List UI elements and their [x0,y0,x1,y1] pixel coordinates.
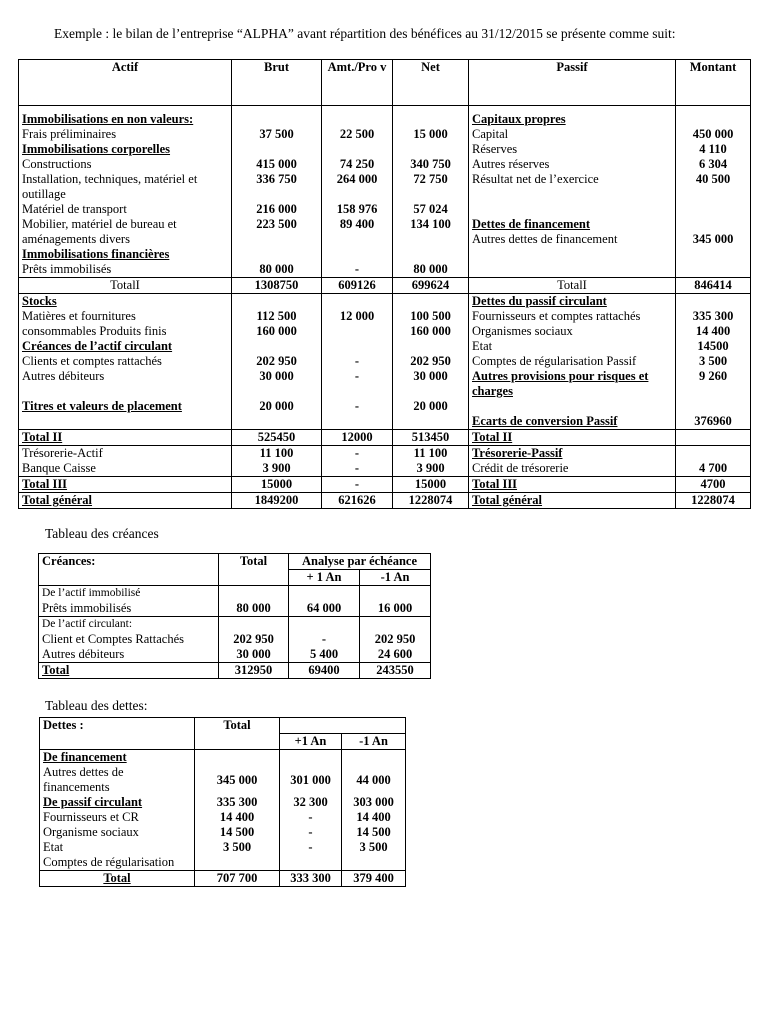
creances-header-analyse: Analyse par échéance [289,554,431,570]
actif-label: Stocks [19,294,232,310]
passif-item: Comptes de régularisation Passif [472,354,637,368]
table-row [19,339,751,354]
cell-plus: - [308,840,313,854]
cell-plus: - [321,632,327,646]
cell-brut: 525450 [232,430,322,446]
table-row [19,217,751,247]
cell-montant [676,369,751,399]
dettes-total-label: Total [40,871,195,887]
cell-net: 160 000 [393,324,469,339]
passif-item: Autres réserves [472,157,550,171]
montant-value: 4 700 [698,461,728,475]
dettes-row-label: Organisme sociaux [43,825,139,839]
passif-item: Réserves [472,142,518,156]
table-row [19,309,751,324]
cell-net: 20 000 [393,399,469,414]
cell-montant [676,112,751,127]
cell-amt: - [322,446,393,462]
table-row [19,446,751,462]
table-row [19,461,751,477]
cell-montant [676,262,751,278]
cell-brut [232,339,322,354]
montant-value: 6 304 [698,157,728,171]
cell-montant [676,127,751,142]
cell-net: 80 000 [393,262,469,278]
intro-text: Exemple : le bilan de l’entreprise “ALPHA” avant répartition des bénéfices au 31/12/2015 se présente comme suit: [54,26,676,41]
creances-row-label: Autres débiteurs [42,647,125,661]
montant-value: 14 400 [695,324,731,338]
cell-montant: 846414 [676,278,751,294]
cell-brut: 15000 [232,477,322,493]
passif-label [469,294,676,310]
passif-label [469,172,676,202]
cell-brut [232,247,322,262]
cell-brut: 160 000 [232,324,322,339]
cell-plus: - [308,825,313,839]
cell-moins: 243550 [360,663,431,679]
cell-brut: 20 000 [232,399,322,414]
passif-label [469,324,676,339]
dettes-row-label: Autres dettes de financements [43,765,124,794]
actif-label: Immobilisations financières [19,247,232,262]
passif-item: Ecarts de conversion Passif [472,414,618,428]
actif-label: Frais préliminaires [19,127,232,142]
table-row [39,586,431,617]
cell-total: 335 300 [216,795,258,809]
cell-moins: 14 400 [356,810,391,824]
actif-label: Immobilisations corporelles [19,142,232,157]
total-row [19,430,751,446]
cell-brut: 202 950 [232,354,322,369]
cell-montant [676,430,751,446]
cell-moins: 14 500 [356,825,391,839]
cell-brut: 336 750 [232,172,322,202]
cell-plus: 64 000 [289,586,360,617]
table-row [19,324,751,339]
dettes-row-label: Etat [43,840,64,854]
passif-item: Dettes de financement [472,217,591,231]
cell-plus: 5 400 [309,647,339,661]
cell-plus: 301 000 [290,773,331,787]
cell-brut: 11 100 [232,446,322,462]
cell-brut: 1308750 [232,278,322,294]
passif-item: Autres provisions pour risques et charges [472,369,649,398]
cell-brut: 30 000 [232,369,322,399]
table-row [19,369,751,399]
creances-header-moins: -1 An [360,570,431,586]
passif-label [469,309,676,324]
cell-brut: 80 000 [232,262,322,278]
total-label: Total II [19,430,232,446]
passif-label [469,112,676,127]
cell-total: 345 000 [216,773,258,787]
dettes-caption: Tableau des dettes: [45,698,148,713]
dettes-row-label: Comptes de régularisation [43,855,175,869]
cell-brut: 1849200 [232,493,322,509]
total-row [19,278,751,294]
cell-total: 14 400 [219,810,255,824]
passif-label [469,262,676,278]
passif-label [469,399,676,414]
montant-value: 9 260 [698,369,728,383]
cell-montant [676,446,751,462]
cell-net [393,414,469,430]
dettes-header-plus: +1 An [280,734,342,750]
actif-label: Trésorerie-Actif [19,446,232,462]
cell-brut: 37 500 [232,127,322,142]
montant-value: 345 000 [692,232,734,246]
passif-item: Etat [472,339,493,353]
montant-value: 4 110 [699,142,727,156]
passif-label [469,414,676,430]
table-row [19,399,751,414]
cell-net [393,142,469,157]
actif-label: consommables Produits finis [19,324,232,339]
passif-label [469,247,676,262]
total-row [19,493,751,509]
cell-amt [322,294,393,310]
actif-label: Matériel de transport [19,202,232,217]
header-net: Net [393,60,469,106]
header-amt: Amt./Pro v [322,60,393,106]
actif-label: Autres débiteurs [19,369,232,399]
montant-value: 14500 [697,339,729,353]
cell-net: 11 100 [393,446,469,462]
actif-label: Immobilisations en non valeurs: [19,112,232,127]
cell-amt: - [322,354,393,369]
total-label: Total III [469,477,676,493]
table-row [19,127,751,142]
cell-total: 3 500 [222,840,252,854]
cell-total: 30 000 [236,647,271,661]
cell-montant [676,294,751,310]
cell-montant [676,202,751,217]
cell-brut: 415 000 [232,157,322,172]
cell-montant: 4700 [676,477,751,493]
passif-item: Fournisseurs et comptes rattachés [472,309,641,323]
cell-brut: 112 500 [232,309,322,324]
cell-amt [322,142,393,157]
cell-moins: 24 600 [377,647,413,661]
cell-amt [322,112,393,127]
montant-value: 450 000 [692,127,734,141]
cell-amt: - [322,399,393,414]
table-row [39,617,431,663]
actif-label: Banque Caisse [19,461,232,477]
creances-header-label: Créances: [39,554,219,586]
passif-item: Dettes du passif circulant [472,294,607,308]
header-passif: Passif [469,60,676,106]
cell-brut: 3 900 [232,461,322,477]
passif-item: Résultat net de l’exercice [472,172,599,186]
cell-brut [232,414,322,430]
total-row [19,477,751,493]
cell-net [393,112,469,127]
total-label: TotalI [469,278,676,294]
creances-caption: Tableau des créances [45,526,159,541]
cell-net: 340 750 [393,157,469,172]
cell-amt: - [322,477,393,493]
passif-label [469,127,676,142]
actif-label: Prêts immobilisés [19,262,232,278]
cell-brut: 216 000 [232,202,322,217]
cell-net: 513450 [393,430,469,446]
cell-montant [676,414,751,430]
cell-total: 202 950 [233,632,274,646]
dettes-table [39,717,406,887]
creances-group-label: De l’actif immobilisé [42,587,141,599]
table-row [19,354,751,369]
cell-montant [676,217,751,247]
cell-montant [676,399,751,414]
creances-total-label: Total [39,663,219,679]
actif-label: Titres et valeurs de placement [19,399,232,414]
cell-amt: 22 500 [322,127,393,142]
cell-amt: 158 976 [322,202,393,217]
actif-label: Installation, techniques, matériel et outillage [19,172,232,202]
cell-moins: 3 500 [359,840,388,854]
cell-total: 312950 [219,663,289,679]
passif-label [469,217,676,247]
cell-net: 57 024 [393,202,469,217]
cell-montant [676,324,751,339]
total-label: Total III [19,477,232,493]
cell-brut [232,142,322,157]
cell-montant [676,309,751,324]
header-brut: Brut [232,60,322,106]
cell-net [393,247,469,262]
cell-moins: 379 400 [342,871,406,887]
passif-label [469,202,676,217]
cell-amt: 12000 [322,430,393,446]
cell-net: 72 750 [393,172,469,202]
montant-value: 40 500 [695,172,731,186]
passif-item: Capitaux propres [472,112,566,126]
creances-group-label: De l’actif circulant: [42,618,133,630]
table-row [40,871,406,887]
cell-amt [322,247,393,262]
cell-net: 699624 [393,278,469,294]
header-montant: Montant [676,60,751,106]
cell-amt: 89 400 [322,217,393,247]
dettes-group-label: De passif circulant [43,795,143,809]
total-label: Total général [469,493,676,509]
passif-label [469,446,676,462]
passif-label [469,157,676,172]
creances-header-plus: + 1 An [289,570,360,586]
passif-item: Organismes sociaux [472,324,573,338]
cell-montant [676,247,751,262]
cell-moins: 303 000 [353,795,394,809]
cell-net: 30 000 [393,369,469,399]
passif-label [469,142,676,157]
montant-value: 376960 [694,414,732,428]
table-row [19,157,751,172]
cell-amt [322,414,393,430]
cell-amt: 74 250 [322,157,393,172]
montant-value: 3 500 [698,354,728,368]
table-row [19,172,751,202]
dettes-header-moins: -1 An [342,734,406,750]
bilan-table [18,59,751,509]
cell-montant [676,354,751,369]
table-row [19,294,751,310]
cell-brut [232,294,322,310]
cell-moins: 44 000 [356,773,391,787]
table-row [19,247,751,262]
dettes-group-label: De financement [43,750,127,764]
creances-row-label: Prêts immobilisés [42,601,132,615]
passif-item: Crédit de trésorerie [472,461,569,475]
table-row [40,750,406,871]
actif-label: Créances de l’actif circulant [19,339,232,354]
cell-brut: 223 500 [232,217,322,247]
creances-row-label: Client et Comptes Rattachés [42,632,184,646]
cell-plus: 333 300 [280,871,342,887]
cell-amt: 12 000 [322,309,393,324]
cell-montant [676,461,751,477]
cell-net: 15000 [393,477,469,493]
passif-item: Trésorerie-Passif [472,446,563,460]
passif-label [469,339,676,354]
total-label: Total II [469,430,676,446]
total-label: Total général [19,493,232,509]
table-row [39,663,431,679]
cell-total: 707 700 [195,871,280,887]
cell-net: 134 100 [393,217,469,247]
cell-total: 14 500 [219,825,255,839]
total-label: TotalI [19,278,232,294]
dettes-row-label: Fournisseurs et CR [43,810,139,824]
passif-label [469,461,676,477]
cell-total: 80 000 [219,586,289,617]
cell-moins: 16 000 [360,586,431,617]
table-row [19,414,751,430]
cell-net [393,339,469,354]
creances-header-total: Total [219,554,289,586]
creances-table [38,553,431,679]
cell-moins: 202 950 [374,632,416,646]
cell-amt [322,324,393,339]
actif-label: Mobilier, matériel de bureau et aménagements divers [19,217,232,247]
cell-amt: 264 000 [322,172,393,202]
cell-brut [232,112,322,127]
table-row [19,202,751,217]
dettes-header-blank [280,718,406,734]
passif-label [469,369,676,399]
table-row [19,142,751,157]
cell-montant [676,142,751,157]
actif-label [19,414,232,430]
cell-net: 202 950 [393,354,469,369]
passif-item: Capital [472,127,509,141]
cell-net: 15 000 [393,127,469,142]
actif-label: Clients et comptes rattachés [19,354,232,369]
cell-net: 100 500 [393,309,469,324]
cell-montant [676,172,751,202]
cell-amt [322,339,393,354]
actif-label: Constructions [19,157,232,172]
passif-label [469,354,676,369]
cell-montant [676,157,751,172]
cell-montant: 1228074 [676,493,751,509]
cell-net: 3 900 [393,461,469,477]
cell-amt: 621626 [322,493,393,509]
table-row [19,262,751,278]
cell-amt: - [322,461,393,477]
dettes-header-total: Total [195,718,280,750]
cell-amt: 609126 [322,278,393,294]
cell-plus: 69400 [289,663,360,679]
cell-amt: - [322,262,393,278]
table-row [19,112,751,127]
dettes-header-label: Dettes : [40,718,195,750]
montant-value: 335 300 [692,309,734,323]
cell-montant [676,339,751,354]
actif-label: Matières et fournitures [19,309,232,324]
header-actif: Actif [19,60,232,106]
bilan-header-row [19,60,751,106]
cell-net: 1228074 [393,493,469,509]
passif-item: Autres dettes de financement [472,232,618,246]
cell-net [393,294,469,310]
cell-plus: - [308,810,313,824]
cell-plus: 32 300 [293,795,328,809]
cell-amt: - [322,369,393,399]
